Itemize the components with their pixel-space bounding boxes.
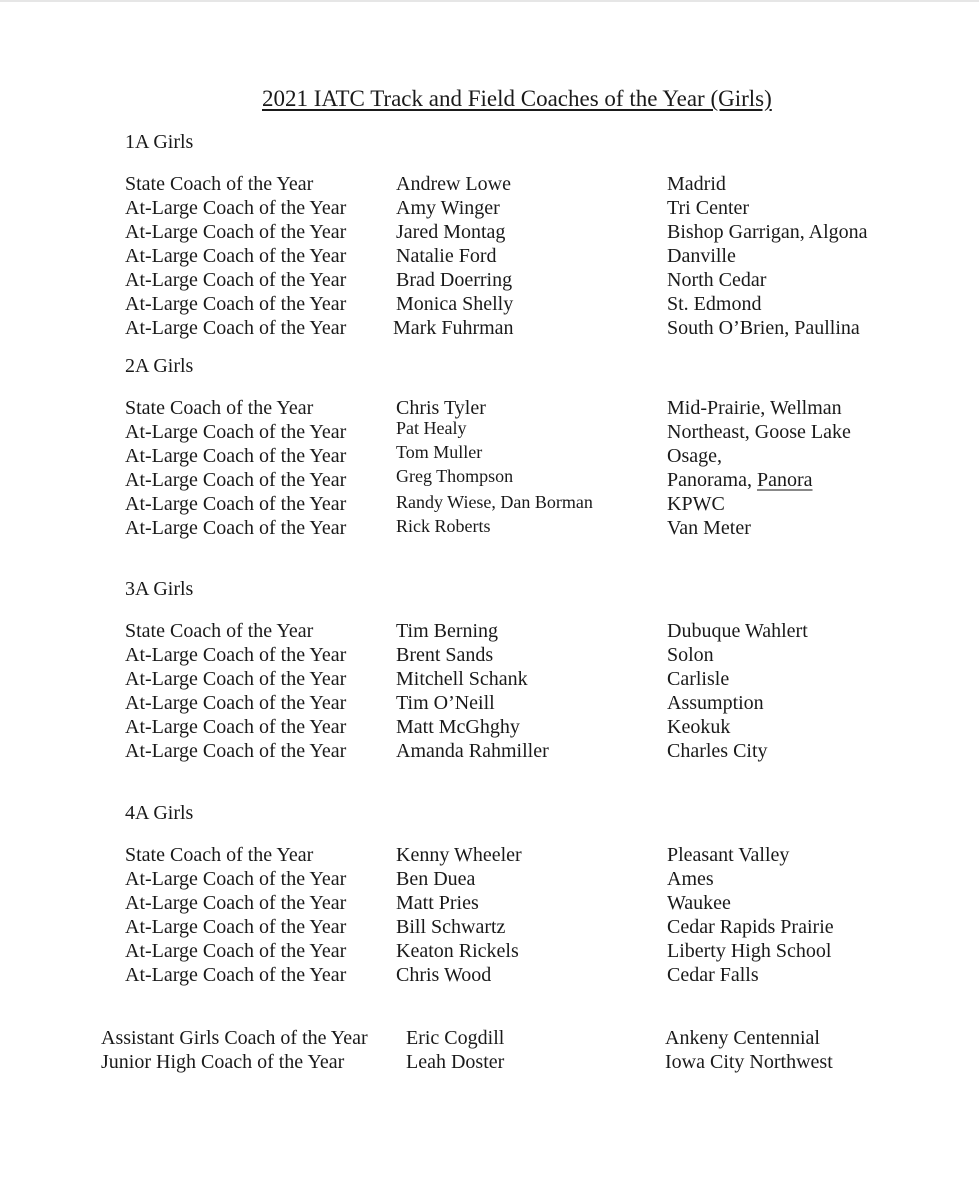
school-cell: Van Meter bbox=[667, 517, 751, 539]
table-row bbox=[0, 715, 979, 739]
table-row bbox=[0, 516, 979, 540]
school-city: Panora bbox=[756, 469, 813, 491]
school-cell: Cedar Falls bbox=[667, 964, 759, 986]
coach-cell: Randy Wiese, Dan Borman bbox=[396, 492, 593, 512]
school-cell bbox=[667, 468, 813, 492]
school-cell: Pleasant Valley bbox=[667, 844, 790, 866]
award-cell: At-Large Coach of the Year bbox=[125, 668, 347, 690]
coach-cell: Amy Winger bbox=[396, 197, 500, 219]
document-title: 2021 IATC Track and Field Coaches of the Year (Girls) bbox=[262, 86, 772, 111]
table-row bbox=[0, 492, 979, 516]
coach-cell: Jared Montag bbox=[396, 221, 506, 243]
table-row bbox=[0, 468, 979, 492]
section-heading-4a: 4A Girls bbox=[125, 802, 194, 824]
coach-cell: Brent Sands bbox=[396, 644, 494, 666]
school-cell: Solon bbox=[667, 644, 714, 666]
table-row bbox=[0, 891, 979, 915]
coach-cell: Mark Fuhrman bbox=[393, 317, 514, 339]
table-row bbox=[0, 739, 979, 763]
award-cell: At-Large Coach of the Year bbox=[125, 716, 347, 738]
coach-cell: Andrew Lowe bbox=[396, 173, 511, 195]
section-4a-list bbox=[0, 843, 979, 987]
award-cell: State Coach of the Year bbox=[125, 173, 314, 195]
school-cell: Osage, bbox=[667, 445, 722, 467]
table-row bbox=[0, 963, 979, 987]
award-cell: At-Large Coach of the Year bbox=[125, 269, 347, 291]
table-row bbox=[0, 1026, 979, 1050]
table-row bbox=[0, 172, 979, 196]
coach-cell: Mitchell Schank bbox=[396, 668, 528, 690]
award-cell: At-Large Coach of the Year bbox=[125, 940, 347, 962]
table-row bbox=[0, 867, 979, 891]
award-cell: State Coach of the Year bbox=[125, 397, 314, 419]
school-cell: Danville bbox=[667, 245, 736, 267]
coach-cell: Amanda Rahmiller bbox=[396, 740, 549, 762]
school-cell: Ankeny Centennial bbox=[665, 1027, 820, 1049]
table-row bbox=[0, 396, 979, 420]
award-cell: At-Large Coach of the Year bbox=[125, 245, 347, 267]
coach-cell: Rick Roberts bbox=[396, 516, 491, 536]
award-cell: At-Large Coach of the Year bbox=[125, 964, 347, 986]
section-heading-3a: 3A Girls bbox=[125, 578, 194, 600]
coach-cell: Ben Duea bbox=[396, 868, 476, 890]
award-cell: At-Large Coach of the Year bbox=[125, 197, 347, 219]
award-cell: At-Large Coach of the Year bbox=[125, 892, 347, 914]
table-row bbox=[0, 643, 979, 667]
award-cell: At-Large Coach of the Year bbox=[125, 517, 347, 539]
coach-cell: Matt Pries bbox=[396, 892, 479, 914]
school-cell: Liberty High School bbox=[667, 940, 832, 962]
school-cell: Iowa City Northwest bbox=[665, 1051, 833, 1073]
coach-cell: Keaton Rickels bbox=[396, 940, 519, 962]
school-cell: Keokuk bbox=[667, 716, 731, 738]
school-cell: Madrid bbox=[667, 173, 726, 195]
coach-cell: Chris Tyler bbox=[396, 397, 486, 419]
coach-cell: Kenny Wheeler bbox=[396, 844, 522, 866]
table-row bbox=[0, 292, 979, 316]
table-row bbox=[0, 691, 979, 715]
coach-cell: Monica Shelly bbox=[396, 293, 514, 315]
coach-cell: Tom Muller bbox=[396, 442, 483, 462]
school-cell: South O’Brien, Paullina bbox=[667, 317, 860, 339]
section-1a-list bbox=[0, 172, 979, 340]
award-cell: At-Large Coach of the Year bbox=[125, 644, 347, 666]
coach-cell: Brad Doerring bbox=[396, 269, 513, 291]
school-cell: St. Edmond bbox=[667, 293, 762, 315]
coach-cell: Natalie Ford bbox=[396, 245, 497, 267]
school-cell: Assumption bbox=[667, 692, 764, 714]
award-cell: At-Large Coach of the Year bbox=[125, 317, 347, 339]
table-row bbox=[0, 1050, 979, 1074]
school-cell: Ames bbox=[667, 868, 714, 890]
award-cell: At-Large Coach of the Year bbox=[125, 469, 347, 491]
school-cell: Charles City bbox=[667, 740, 768, 762]
school-cell: KPWC bbox=[667, 493, 725, 515]
coach-cell: Tim Berning bbox=[396, 620, 499, 642]
section-2a-list bbox=[0, 396, 979, 540]
school-cell: Carlisle bbox=[667, 668, 730, 690]
coach-cell: Matt McGhghy bbox=[396, 716, 520, 738]
award-cell: At-Large Coach of the Year bbox=[125, 692, 347, 714]
table-row bbox=[0, 843, 979, 867]
school-cell: Tri Center bbox=[667, 197, 750, 219]
table-row bbox=[0, 244, 979, 268]
award-cell: At-Large Coach of the Year bbox=[125, 740, 347, 762]
award-cell: At-Large Coach of the Year bbox=[125, 916, 347, 938]
award-cell: State Coach of the Year bbox=[125, 620, 314, 642]
table-row bbox=[0, 316, 979, 340]
section-3a-list bbox=[0, 619, 979, 763]
table-row bbox=[0, 420, 979, 444]
award-cell: State Coach of the Year bbox=[125, 844, 314, 866]
award-cell: At-Large Coach of the Year bbox=[125, 445, 347, 467]
table-row bbox=[0, 939, 979, 963]
table-row bbox=[0, 220, 979, 244]
section-heading-2a: 2A Girls bbox=[125, 355, 194, 377]
table-row bbox=[0, 915, 979, 939]
school-cell: Northeast, Goose Lake bbox=[667, 421, 851, 443]
school-name: Panorama, bbox=[667, 469, 757, 491]
top-border bbox=[0, 0, 979, 2]
table-row bbox=[0, 196, 979, 220]
award-cell: Junior High Coach of the Year bbox=[101, 1051, 345, 1073]
coach-cell: Tim O’Neill bbox=[396, 692, 495, 714]
award-cell: At-Large Coach of the Year bbox=[125, 868, 347, 890]
school-cell: North Cedar bbox=[667, 269, 767, 291]
school-cell: Bishop Garrigan, Algona bbox=[667, 221, 868, 243]
school-cell: Cedar Rapids Prairie bbox=[667, 916, 834, 938]
school-cell: Dubuque Wahlert bbox=[667, 620, 808, 642]
coach-cell: Eric Cogdill bbox=[406, 1027, 505, 1049]
coach-cell: Bill Schwartz bbox=[396, 916, 506, 938]
coach-cell: Pat Healy bbox=[396, 418, 467, 438]
table-row bbox=[0, 667, 979, 691]
award-cell: At-Large Coach of the Year bbox=[125, 221, 347, 243]
coach-cell: Chris Wood bbox=[396, 964, 492, 986]
coach-cell: Greg Thompson bbox=[396, 466, 514, 486]
award-cell: At-Large Coach of the Year bbox=[125, 421, 347, 443]
award-cell: At-Large Coach of the Year bbox=[125, 293, 347, 315]
coach-cell: Leah Doster bbox=[406, 1051, 505, 1073]
section-heading-1a: 1A Girls bbox=[125, 131, 194, 153]
school-cell: Mid-Prairie, Wellman bbox=[667, 397, 842, 419]
table-row bbox=[0, 268, 979, 292]
table-row bbox=[0, 619, 979, 643]
award-cell: At-Large Coach of the Year bbox=[125, 493, 347, 515]
school-cell: Waukee bbox=[667, 892, 731, 914]
extra-awards-list bbox=[0, 1026, 979, 1074]
award-cell: Assistant Girls Coach of the Year bbox=[101, 1027, 368, 1049]
